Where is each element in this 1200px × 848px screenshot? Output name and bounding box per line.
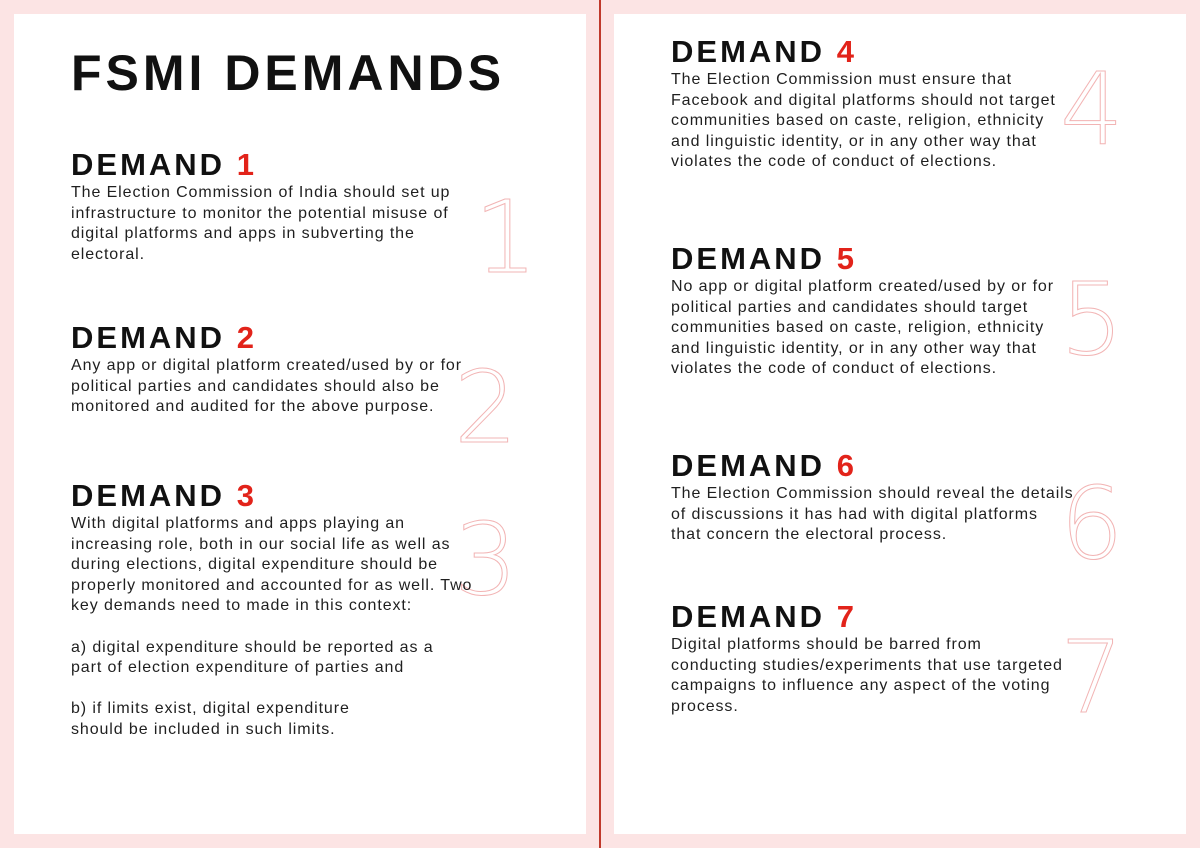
left-page <box>14 14 586 834</box>
demand-text: With digital platforms and apps playing an increasing role, both in our social life as well as during elections, digital expenditure should be properly monitored and accounted for as well. Two key demands need to made in this context: a) digital expenditure should be reported as a part of election expenditure of parties and b) if limits exist, digital expenditure should be included in such limits. <box>71 515 473 738</box>
demand-text: The Election Commission must ensure that Facebook and digital platforms should not target communities based on caste, religion, ethnicity and linguistic identity, or in any other way that violates the code of conduct of elections. <box>671 71 1056 171</box>
demand-number: 4 <box>836 34 857 69</box>
watermark-number-6: 6 <box>1060 465 1124 582</box>
demand-6 <box>671 448 1131 546</box>
page-title: FSMI DEMANDS <box>71 45 506 101</box>
demand-heading <box>71 147 541 183</box>
demand-heading <box>671 34 1131 70</box>
demand-number: 5 <box>836 241 857 276</box>
demand-label: DEMAND <box>671 34 826 69</box>
demand-text: The Election Commission should reveal the details of discussions it has had with digital platforms that concern the electoral process. <box>671 485 1074 544</box>
demand-3 <box>71 478 541 741</box>
demand-label: DEMAND <box>671 599 826 634</box>
demand-heading <box>671 599 1131 635</box>
demand-text: The Election Commission of India should set up infrastructure to monitor the potential misuse of digital platforms and apps in subverting the electoral. <box>71 184 451 263</box>
demand-4 <box>671 34 1131 173</box>
demand-text: Digital platforms should be barred from conducting studies/experiments that use targeted campaigns to influence any aspect of the voting process. <box>671 636 1063 715</box>
book-spine <box>599 0 601 848</box>
demand-label: DEMAND <box>71 478 226 513</box>
demand-5 <box>671 241 1131 380</box>
demand-number: 2 <box>236 320 257 355</box>
demand-1 <box>71 147 541 265</box>
watermark-number-3: 3 <box>454 501 518 618</box>
demand-heading <box>71 320 541 356</box>
watermark-number-1: 1 <box>474 179 538 296</box>
demand-heading <box>71 478 541 514</box>
demand-text: Any app or digital platform created/used by or for political parties and candidates should also be monitored and audited for the above purpose. <box>71 357 462 416</box>
demand-text: No app or digital platform created/used by or for political parties and candidates should target communities based on caste, religion, ethnicity and linguistic identity, or in any other way that violates the code of conduct of elections. <box>671 278 1054 378</box>
demand-heading <box>671 241 1131 277</box>
demand-label: DEMAND <box>71 320 226 355</box>
demand-heading <box>671 448 1131 484</box>
watermark-number-2: 2 <box>454 349 518 466</box>
demand-label: DEMAND <box>671 241 826 276</box>
demand-label: DEMAND <box>671 448 826 483</box>
demand-7 <box>671 599 1131 717</box>
watermark-number-4: 4 <box>1060 51 1124 168</box>
demand-number: 6 <box>836 448 857 483</box>
watermark-number-5: 5 <box>1060 261 1124 378</box>
demand-number: 3 <box>236 478 257 513</box>
demand-label: DEMAND <box>71 147 226 182</box>
watermark-number-7: 7 <box>1060 619 1124 736</box>
demand-number: 1 <box>236 147 257 182</box>
demand-number: 7 <box>836 599 857 634</box>
demand-2 <box>71 320 541 418</box>
right-page <box>614 14 1186 834</box>
